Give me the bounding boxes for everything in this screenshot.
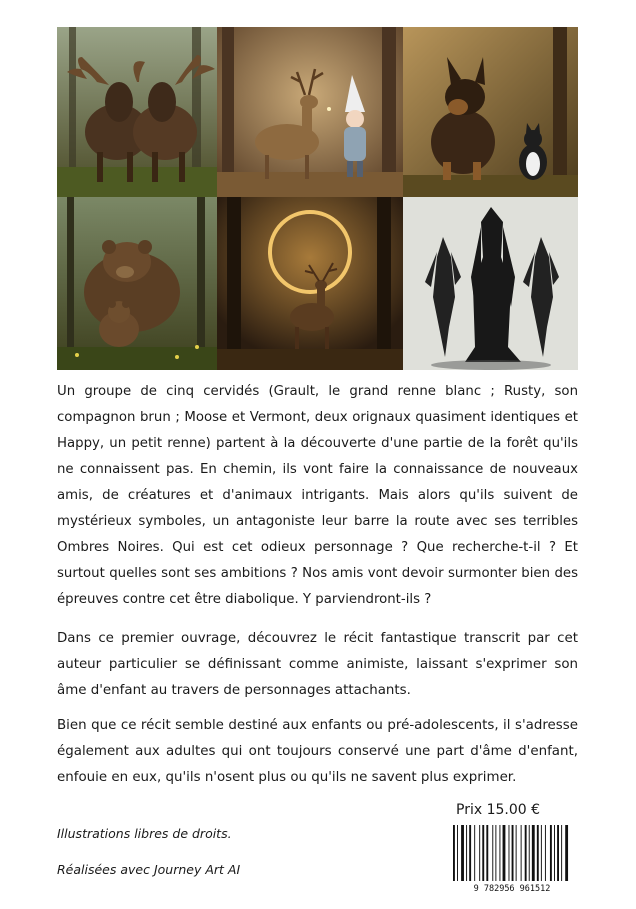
barcode-bar — [457, 825, 458, 881]
barcode-bar — [554, 825, 555, 881]
barcode-bar — [503, 825, 506, 881]
barcode-bar — [537, 825, 539, 881]
barcode-bar — [550, 825, 552, 881]
barcode-bar — [541, 825, 542, 881]
barcode-bar — [474, 825, 475, 881]
dark-shadows-illustration — [403, 197, 578, 370]
barcode-bar — [479, 825, 480, 881]
barcode-bar — [545, 825, 546, 881]
barcode-bar — [512, 825, 514, 881]
audience-paragraph: Bien que ce récit semble destiné aux enfants ou pré-adolescents, il s'adresse également aux adultes qui ont toujours conservé une part d'âme d'enfant, enfouie en eux, qu'ils n'osent plus ou qu'ils ne savent plus exprimer. — [57, 718, 578, 785]
stag-halo-illustration — [217, 197, 403, 370]
barcode-bar — [529, 825, 530, 881]
barcode-bar — [453, 825, 455, 881]
illustration-credit: Illustrations libres de droits. — [57, 826, 232, 841]
barcode-bar — [499, 825, 500, 881]
barcode-bar — [469, 825, 471, 881]
barcode-bar — [532, 825, 535, 881]
dog-and-cat-illustration — [403, 27, 578, 197]
barcode-bar — [557, 825, 559, 881]
barcode-bar — [461, 825, 464, 881]
barcode-bar — [516, 825, 517, 881]
deer-and-child-illustration — [217, 27, 403, 197]
barcode-bar — [521, 825, 522, 881]
synopsis-paragraph: Un groupe de cinq cervidés (Grault, le grand renne blanc ; Rusty, son compagnon brun ; Moose et Vermont, deux orignaux quasiment identiques et Happy, un petit renne) partent à la découverte d'une partie de la forêt qu'ils ne connaissent pas. En chemin, ils vont faire la connaissance de nouveaux amis, de créatures et d'animaux intrigants. Mais alors qu'ils suivent de mystérieux symboles, un antagoniste leur barre la route avec ses terribles Ombres Noires. Qui est cet odieux personnage ? Que recherche-t-il ? Et surtout quelles sont ses ambitions ? Nos amis vont devoir surmonter bien des épreuves contre cet être diabolique. Y parviendront-ils ? — [57, 384, 578, 607]
barcode-number: 9 782956 961512 — [473, 884, 551, 893]
barcode-bar — [561, 825, 562, 881]
barcode-bar — [482, 825, 484, 881]
ai-credit: Réalisées avec Journey Art AI — [57, 862, 241, 877]
price-label: Prix 15.00 € — [456, 802, 541, 818]
illustration-grid — [57, 27, 578, 370]
bears-illustration — [57, 197, 217, 370]
barcode-bar — [565, 825, 568, 881]
barcode-bar — [495, 825, 496, 881]
barcode-bar — [492, 825, 493, 881]
barcode-bar — [509, 825, 510, 881]
barcode-bar — [525, 825, 527, 881]
barcode-bar — [466, 825, 467, 881]
barcode-bar — [486, 825, 488, 881]
author-paragraph: Dans ce premier ouvrage, découvrez le récit fantastique transcrit par cet auteur particulier se définissant comme animiste, laissant s'exprimer son âme d'enfant au travers de personnages attachants. — [57, 631, 578, 698]
moose-illustration — [57, 27, 217, 197]
barcode — [449, 823, 575, 893]
